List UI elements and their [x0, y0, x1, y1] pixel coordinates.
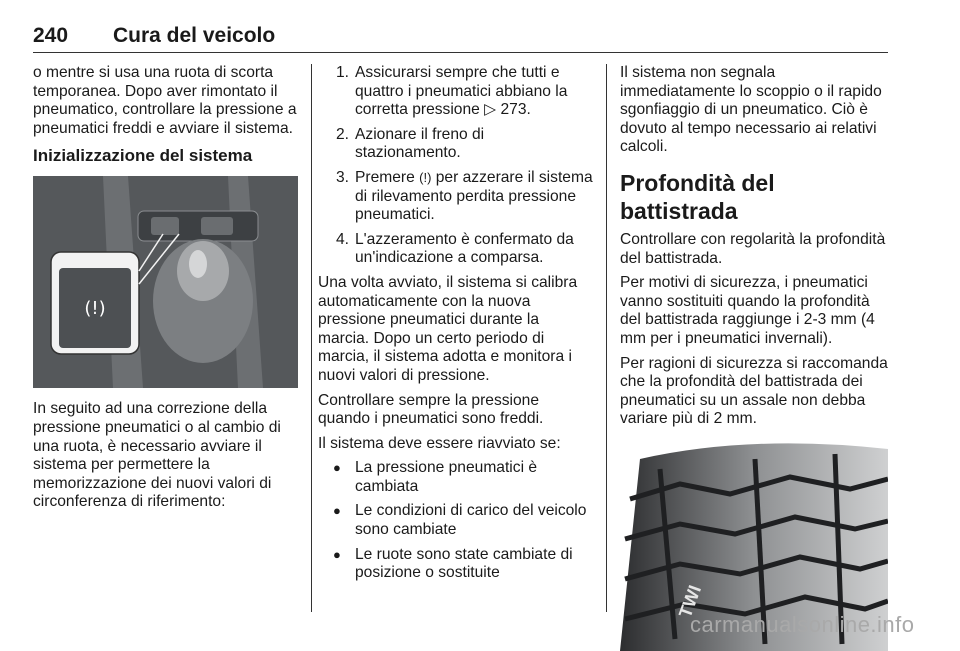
- column-3: [620, 64, 888, 651]
- steps-list: [318, 64, 593, 268]
- tread-replace-paragraph: Per motivi di sicurezza, i pneumatici vanno sostituiti quando la profondità del battistrada raggiunge i 2-3 mm (4 mm per i pneumatici invernali).: [620, 274, 875, 347]
- list-item: ● Le condizioni di carico del veicolo sono cambiate: [333, 502, 587, 539]
- tread-check-paragraph: Controllare con regolarità la profondità del battistrada.: [620, 230, 886, 267]
- gear-console-drawing: [33, 176, 298, 388]
- column-divider-1: [311, 64, 312, 612]
- tread-axle-paragraph: Per ragioni di sicurezza si raccomanda che la profondità del battistrada dei pneumatici su un assale non debba variare più di 2 mm.: [620, 354, 888, 428]
- after-figure-paragraph: In seguito ad una correzione della pressione pneumatici o al cambio di una ruota, è necessario avviare il sistema per permettere la memorizzazione dei nuovi valori di circonferenza di riferimento:: [33, 400, 281, 511]
- bullet-icon: ●: [333, 503, 341, 519]
- system-limit-paragraph: Il sistema non segnala immediatamente lo scoppio o il rapido sgonfiaggio di un pneumatico. Ciò è dovuto al tempo necessario ai relativi calcoli.: [620, 64, 882, 156]
- step-item: 3. Premere (!) per azzerare il sistema di rilevamento perdita pressione pneumatici.: [336, 168, 593, 224]
- calibration-paragraph: Una volta avviato, il sistema si calibra automaticamente con la nuova pressione pneumatici durante la marcia. Dopo un certo periodo di marcia, il sistema adotta e monitora i nuovi valori di pressione.: [318, 273, 578, 384]
- list-item: ● Le ruote sono state cambiate di posizione o sostituite: [333, 545, 573, 582]
- section-heading-inizializzazione: Inizializzazione del sistema: [33, 146, 253, 166]
- page-header: [33, 22, 888, 54]
- twi-marking-label: TWI: [674, 582, 706, 621]
- watermark-text: carmanualsonline.info: [690, 612, 915, 637]
- restart-conditions-list: [318, 459, 593, 583]
- step-item: 4. L'azzeramento è confermato da un'indicazione a comparsa.: [336, 230, 574, 267]
- check-cold-paragraph: Controllare sempre la pressione quando i pneumatici sono freddi.: [318, 391, 544, 428]
- page-title: Cura del veicolo: [113, 24, 276, 47]
- step-item: 1. Assicurarsi sempre che tutti e quattro i pneumatici abbiano la corretta pressione ▷ 273.: [336, 64, 568, 119]
- bullet-icon: ●: [333, 546, 341, 562]
- intro-paragraph: o mentre si usa una ruota di scorta temporanea. Dopo aver rimontato il pneumatico, controllare la pressione a pneumatici freddi e avviare il sistema.: [33, 64, 297, 137]
- tpms-warning-icon: (!): [419, 169, 432, 185]
- column-divider-2: [606, 64, 607, 612]
- page-number: 240: [33, 24, 69, 47]
- step-item: 2. Azionare il freno di stazionamento.: [336, 125, 485, 162]
- page-ref-arrow-icon: ▷: [484, 101, 501, 119]
- column-2: [318, 64, 593, 589]
- svg-text:(!): (!): [84, 298, 106, 320]
- list-item: ● La pressione pneumatici è cambiata: [333, 459, 538, 495]
- console-button-illustration: [33, 176, 298, 388]
- header-divider: [33, 52, 888, 53]
- section-heading-battistrada: Profondità del battistrada: [620, 169, 775, 224]
- bullet-icon: ●: [333, 460, 341, 476]
- column-1: [33, 64, 298, 518]
- restart-intro-paragraph: Il sistema deve essere riavviato se:: [318, 434, 561, 452]
